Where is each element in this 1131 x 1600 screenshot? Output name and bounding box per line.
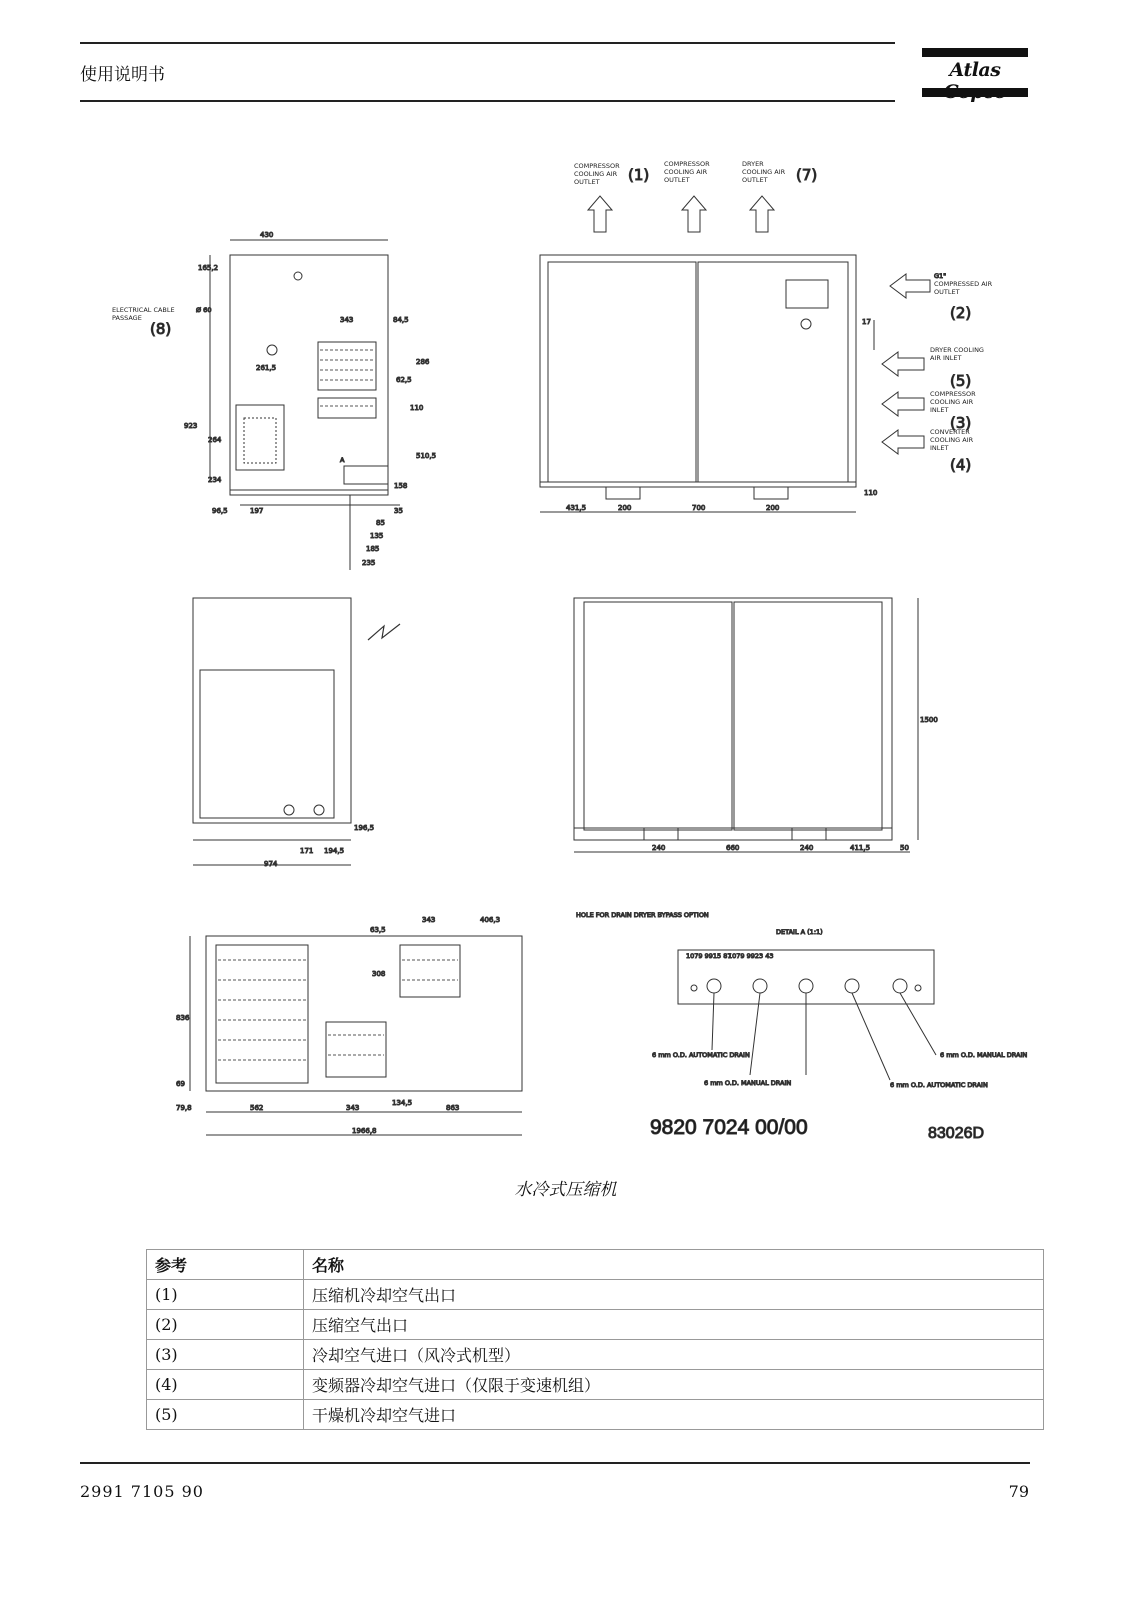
dim-235: 235	[362, 559, 376, 567]
table-header-row	[147, 1250, 1044, 1280]
label-ref-3: (3)	[950, 414, 972, 432]
label-ref-7: (7)	[796, 166, 818, 184]
drawing-figure-number: 83026D	[928, 1125, 985, 1142]
row-name: 压缩空气出口	[304, 1310, 1044, 1340]
label-ref-4: (4)	[950, 456, 972, 474]
row-name: 干燥机冷却空气进口	[304, 1400, 1044, 1430]
outlet7-label-box	[742, 160, 794, 190]
row-name: 压缩机冷却空气出口	[304, 1280, 1044, 1310]
dim-135: 135	[370, 532, 384, 540]
arrow-inlet-5	[882, 352, 924, 376]
outlet-arrows	[588, 196, 774, 232]
label-drain-manual-2: 6 mm O.D. MANUAL DRAIN	[940, 1051, 1028, 1059]
table-row	[147, 1340, 1044, 1370]
dryer-inlet-label-box	[930, 346, 986, 374]
back-view-body	[574, 598, 892, 840]
dim-431-5: 431,5	[566, 504, 587, 512]
row-ref: (3)	[147, 1340, 304, 1370]
label-drain-manual-1: 6 mm O.D. MANUAL DRAIN	[704, 1079, 792, 1087]
dim-343-b: 343	[422, 916, 436, 924]
compressed-air-label-box	[934, 280, 1004, 300]
dim-430: 430	[260, 231, 274, 239]
dim-110-b: 110	[864, 489, 878, 497]
back-view	[574, 598, 918, 852]
rear-view-body	[193, 598, 351, 823]
logo-bar-top	[922, 48, 1028, 57]
side-top-fitting	[294, 272, 302, 280]
dim-69: 69	[176, 1080, 185, 1088]
dim-974: 974	[264, 860, 278, 868]
label-detail-a: DETAIL A (1:1)	[776, 928, 823, 936]
reference-table	[146, 1249, 1044, 1430]
row-ref: (5)	[147, 1400, 304, 1430]
dim-1500: 1500	[920, 716, 938, 724]
dim-308: 308	[372, 970, 386, 978]
dim-50: 50	[900, 844, 909, 852]
front-view	[540, 255, 874, 512]
detail-a-view	[678, 950, 936, 1080]
dim-923: 923	[184, 422, 198, 430]
dim-110-a: 110	[410, 404, 424, 412]
dim-240-a: 240	[652, 844, 666, 852]
table-row	[147, 1370, 1044, 1400]
label-compressor-inlet: COMPRESSOR COOLING AIR INLET	[930, 390, 976, 414]
dim-261-5: 261,5	[256, 364, 277, 372]
dim-700: 700	[692, 504, 706, 512]
drawing-doc-number: 9820 7024 00/00	[650, 1116, 808, 1139]
label-compressor-outlet-2: COMPRESSOR COOLING AIR OUTLET	[664, 160, 710, 184]
dim-264: 264	[208, 436, 222, 444]
label-detail-a-marker: A	[340, 456, 345, 464]
label-ref-8: (8)	[150, 320, 172, 338]
header-ref: 参考	[147, 1250, 304, 1280]
label-compressed-air-outlet: COMPRESSED AIR OUTLET	[934, 280, 993, 296]
dim-200-a: 200	[618, 504, 632, 512]
label-drain-auto-2: 6 mm O.D. AUTOMATIC DRAIN	[890, 1081, 988, 1089]
dim-660: 660	[726, 844, 740, 852]
dim-510-5: 510,5	[416, 452, 437, 460]
dim-158: 158	[394, 482, 408, 490]
dim-96-5: 96,5	[212, 507, 228, 515]
dim-240-b: 240	[800, 844, 814, 852]
label-part-2: 1079 9923 43	[728, 952, 774, 960]
dim-197: 197	[250, 507, 264, 515]
dim-171: 171	[300, 847, 314, 855]
row-name: 冷却空气进口（风冷式机型）	[304, 1340, 1044, 1370]
arrow-outlet-7	[750, 196, 774, 232]
dim-406-3: 406,3	[480, 916, 501, 924]
dim-17: 17	[862, 318, 871, 326]
label-hole-dryer: HOLE FOR DRAIN DRYER BYPASS OPTION	[576, 911, 709, 919]
dim-134-5: 134,5	[392, 1099, 413, 1107]
label-part-1: 1079 9915 87	[686, 952, 732, 960]
dim-286: 286	[416, 358, 430, 366]
dim-234: 234	[208, 476, 222, 484]
dim-343-c: 343	[346, 1104, 360, 1112]
arrow-inlet-4	[882, 430, 924, 454]
dim-85: 85	[376, 519, 385, 527]
label-ref-1: (1)	[628, 166, 650, 184]
label-cable-diameter: Ø 60	[196, 306, 212, 314]
label-converter-inlet: CONVERTER COOLING AIR INLET	[930, 428, 974, 452]
dim-79-8: 79,8	[176, 1104, 192, 1112]
row-ref: (1)	[147, 1280, 304, 1310]
outlet2-label-box	[664, 160, 724, 190]
dim-411-5: 411,5	[850, 844, 871, 852]
arrow-inlet-3	[882, 392, 924, 416]
dim-194-5: 194,5	[324, 847, 345, 855]
header-name: 名称	[304, 1250, 1044, 1280]
controller-display	[786, 280, 828, 308]
dim-200-b: 200	[766, 504, 780, 512]
converter-inlet-label-box	[930, 428, 986, 456]
connection-block-a	[344, 466, 388, 484]
dim-836: 836	[176, 1014, 190, 1022]
outlet1-label-box	[574, 162, 634, 192]
logo-bar-bottom	[922, 88, 1028, 97]
dim-863: 863	[446, 1104, 460, 1112]
table-row	[147, 1280, 1044, 1310]
cable-passage-hole	[267, 345, 277, 355]
label-ref-2: (2)	[950, 304, 972, 322]
label-ref-5: (5)	[950, 372, 972, 390]
footer-doc-code: 2991 7105 90	[80, 1482, 204, 1501]
dim-63-5: 63,5	[370, 926, 386, 934]
label-compressor-outlet: COMPRESSOR COOLING AIR OUTLET	[574, 162, 620, 186]
dim-185: 185	[366, 545, 380, 553]
label-cable-passage: ELECTRICAL CABLE PASSAGE	[112, 306, 175, 322]
drawing-canvas	[100, 150, 1040, 1150]
atlas-copco-logo	[922, 48, 1028, 97]
table-row	[147, 1400, 1044, 1430]
figure-caption: 水冷式压缩机	[514, 1180, 617, 1200]
arrow-outlet-2	[682, 196, 706, 232]
top-view-body	[206, 936, 522, 1091]
side-view	[210, 240, 400, 570]
dim-196-5: 196,5	[354, 824, 375, 832]
label-dryer-inlet: DRYER COOLING AIR INLET	[930, 346, 984, 362]
side-view-body	[230, 255, 388, 495]
inlet-arrows	[882, 274, 930, 454]
dim-562: 562	[250, 1104, 264, 1112]
table-row	[147, 1310, 1044, 1340]
label-drain-auto-1: 6 mm O.D. AUTOMATIC DRAIN	[652, 1051, 750, 1059]
label-dryer-outlet: DRYER COOLING AIR OUTLET	[742, 160, 786, 184]
footer-page-number: 79	[1008, 1482, 1029, 1501]
dim-84-5: 84,5	[393, 316, 409, 324]
technical-drawing	[100, 150, 1040, 1150]
dim-62-5: 62,5	[396, 376, 412, 384]
arrow-compressed-air	[890, 274, 930, 298]
row-ref: (4)	[147, 1370, 304, 1400]
arrow-outlet-1	[588, 196, 612, 232]
dim-343-a: 343	[340, 316, 354, 324]
dim-1966-8: 1966,8	[352, 1127, 377, 1135]
dim-35: 35	[394, 507, 403, 515]
label-g1: G1"	[934, 272, 947, 280]
page-header	[80, 42, 895, 102]
electrical-symbol	[368, 624, 400, 640]
row-name: 变频器冷却空气进口（仅限于变速机组）	[304, 1370, 1044, 1400]
page-title: 使用说明书	[80, 65, 165, 85]
row-ref: (2)	[147, 1310, 304, 1340]
logo-wordmark: Atlas	[949, 59, 1001, 81]
dim-165-2: 165,2	[198, 264, 219, 272]
footer-divider	[80, 1462, 1030, 1464]
